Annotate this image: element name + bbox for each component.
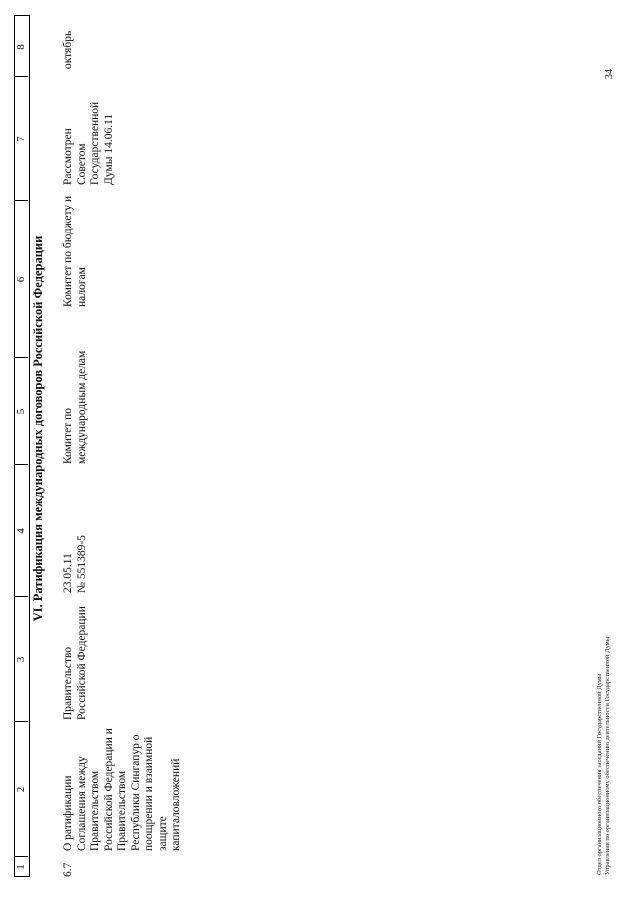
- status-line: Думы 14.06.11: [102, 113, 115, 185]
- footer-line: Отдел организационного обеспечения заседаний Государственной Думы: [596, 673, 603, 875]
- initiator: [62, 595, 89, 720]
- title-line: Правительством: [116, 770, 128, 851]
- column-number: 6: [15, 276, 27, 283]
- date-line: 23.05.11: [62, 553, 74, 593]
- document-title: [62, 721, 184, 851]
- column-number: 4: [15, 528, 27, 534]
- title-line: поощрении и взаимной: [143, 736, 155, 851]
- title-line: Российской Федерации и: [102, 728, 115, 851]
- co-executor-committee: [62, 177, 89, 307]
- title-line: капиталовложений: [170, 758, 182, 851]
- initiator-line: Российской Федерации: [75, 606, 88, 720]
- committee-line: международным делам: [75, 350, 88, 464]
- status-line: Рассмотрен: [62, 128, 74, 185]
- title-line: Соглашения между: [75, 756, 88, 851]
- title-line: О ратификации: [62, 775, 74, 851]
- column-number: 7: [15, 136, 27, 142]
- column-number: 2: [15, 786, 27, 793]
- title-line: Правительством: [89, 770, 101, 851]
- footer: [596, 355, 612, 875]
- title-line: Республики Сингапур о: [129, 734, 142, 851]
- row-number: 6.7: [62, 862, 74, 877]
- status-line: Государственной: [89, 101, 101, 185]
- column-number: 1: [15, 864, 27, 870]
- review-status: [62, 75, 116, 185]
- section-title: VI. Ратификация международных договоров Российской Федерации: [31, 235, 45, 622]
- date-line: № 551389-5: [75, 535, 88, 593]
- planned-month: октябрь: [62, 30, 74, 69]
- status-line: Советом: [75, 143, 88, 185]
- registration-date: [62, 473, 89, 593]
- title-line: защите: [156, 816, 169, 851]
- page-number: 34: [604, 69, 615, 79]
- responsible-committee: [62, 304, 89, 464]
- column-number: 5: [15, 408, 27, 415]
- column-number: 8: [15, 44, 27, 50]
- co-committee-line: налогам: [75, 267, 88, 307]
- co-committee-line: Комитет по бюджету и: [62, 195, 74, 307]
- committee-line: Комитет по: [62, 408, 74, 464]
- footer-line: Управления по организационному обеспечению деятельности Государственной Думы: [604, 636, 611, 875]
- column-number: 3: [15, 656, 27, 663]
- initiator-line: Правительство: [62, 646, 74, 720]
